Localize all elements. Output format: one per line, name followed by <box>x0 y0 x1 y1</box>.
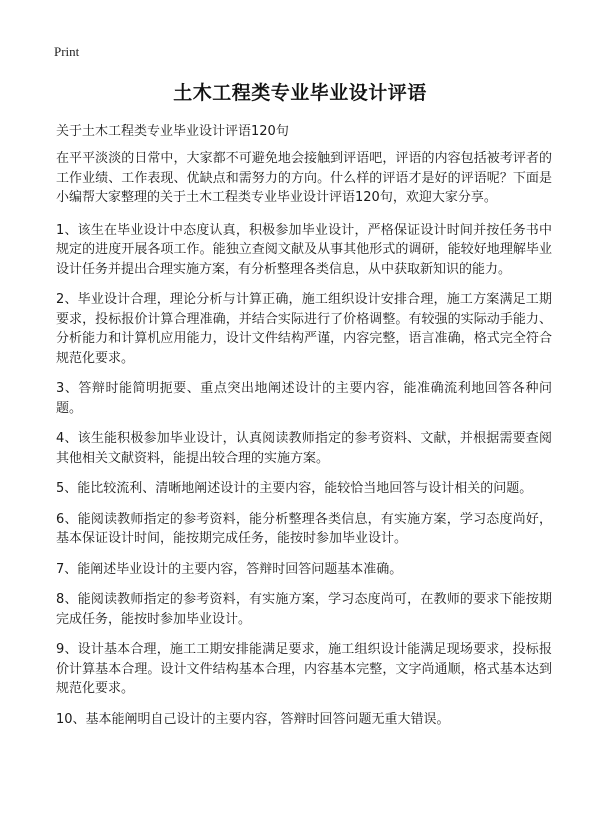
document-subtitle: 关于土木工程类专业毕业设计评语120句 <box>56 124 289 139</box>
comment-item-1: 1、该生在毕业设计中态度认真，积极参加毕业设计，严格保证设计时间并按任务书中规定的进度开展各项工作。能独立查阅文献及从事其他形式的调研，能较好地理解毕业设计任务并提出合理实施方案，有分析整理各类信息，从中获取新知识的能力。 <box>56 222 552 277</box>
comment-item-8: 8、能阅读教师指定的参考资料，有实施方案，学习态度尚可，在教师的要求下能按期完成任务，能按时参加毕业设计。 <box>56 592 552 627</box>
comment-item-9: 9、设计基本合理，施工工期安排能满足要求，施工组织设计能满足现场要求，投标报价计算基本合理。设计文件结构基本合理，内容基本完整，文字尚通顺，格式基本达到规范化要求。 <box>56 642 552 696</box>
comment-item-4: 4、该生能积极参加毕业设计，认真阅读教师指定的参考资料、文献，并根据需要查阅其他相关文献资料，能提出较合理的实施方案。 <box>56 431 552 466</box>
comment-item-3: 3、答辩时能简明扼要、重点突出地阐述设计的主要内容，能准确流利地回答各种问题。 <box>56 381 552 416</box>
comment-item-5: 5、能比较流利、清晰地阐述设计的主要内容，能较恰当地回答与设计相关的问题。 <box>56 481 533 496</box>
comment-item-10: 10、基本能阐明自己设计的主要内容，答辩时回答问题无重大错误。 <box>56 711 450 727</box>
comment-item-7: 7、能阐述毕业设计的主要内容，答辩时回答问题基本准确。 <box>56 561 403 577</box>
intro-paragraph: 在平平淡淡的日常中，大家都不可避免地会接触到评语吧，评语的内容包括被考评者的工作业绩、工作表现、优缺点和需努力的方向。什么样的评语才是好的评语呢？下面是小编帮大家整理的关于土木工程类专业毕业设计评语120句，欢迎大家分享。 <box>56 151 552 205</box>
comment-item-6: 6、能阅读教师指定的参考资料，能分析整理各类信息，有实施方案，学习态度尚好，基本保证设计时间，能按期完成任务，能按时参加毕业设计。 <box>56 511 552 546</box>
print-link[interactable]: Print <box>54 44 80 59</box>
comment-item-2: 2、毕业设计合理，理论分析与计算正确，施工组织设计安排合理，施工方案满足工期要求，投标报价计算合理准确，并结合实际进行了价格调整。有较强的实际动手能力、分析能力和计算机应用能力，设计文件结构严谨，内容完整，语言准确，格式完全符合规范化要求。 <box>56 292 552 366</box>
document-title: 土木工程类专业毕业设计评语 <box>173 82 427 104</box>
document-body <box>56 149 552 740</box>
